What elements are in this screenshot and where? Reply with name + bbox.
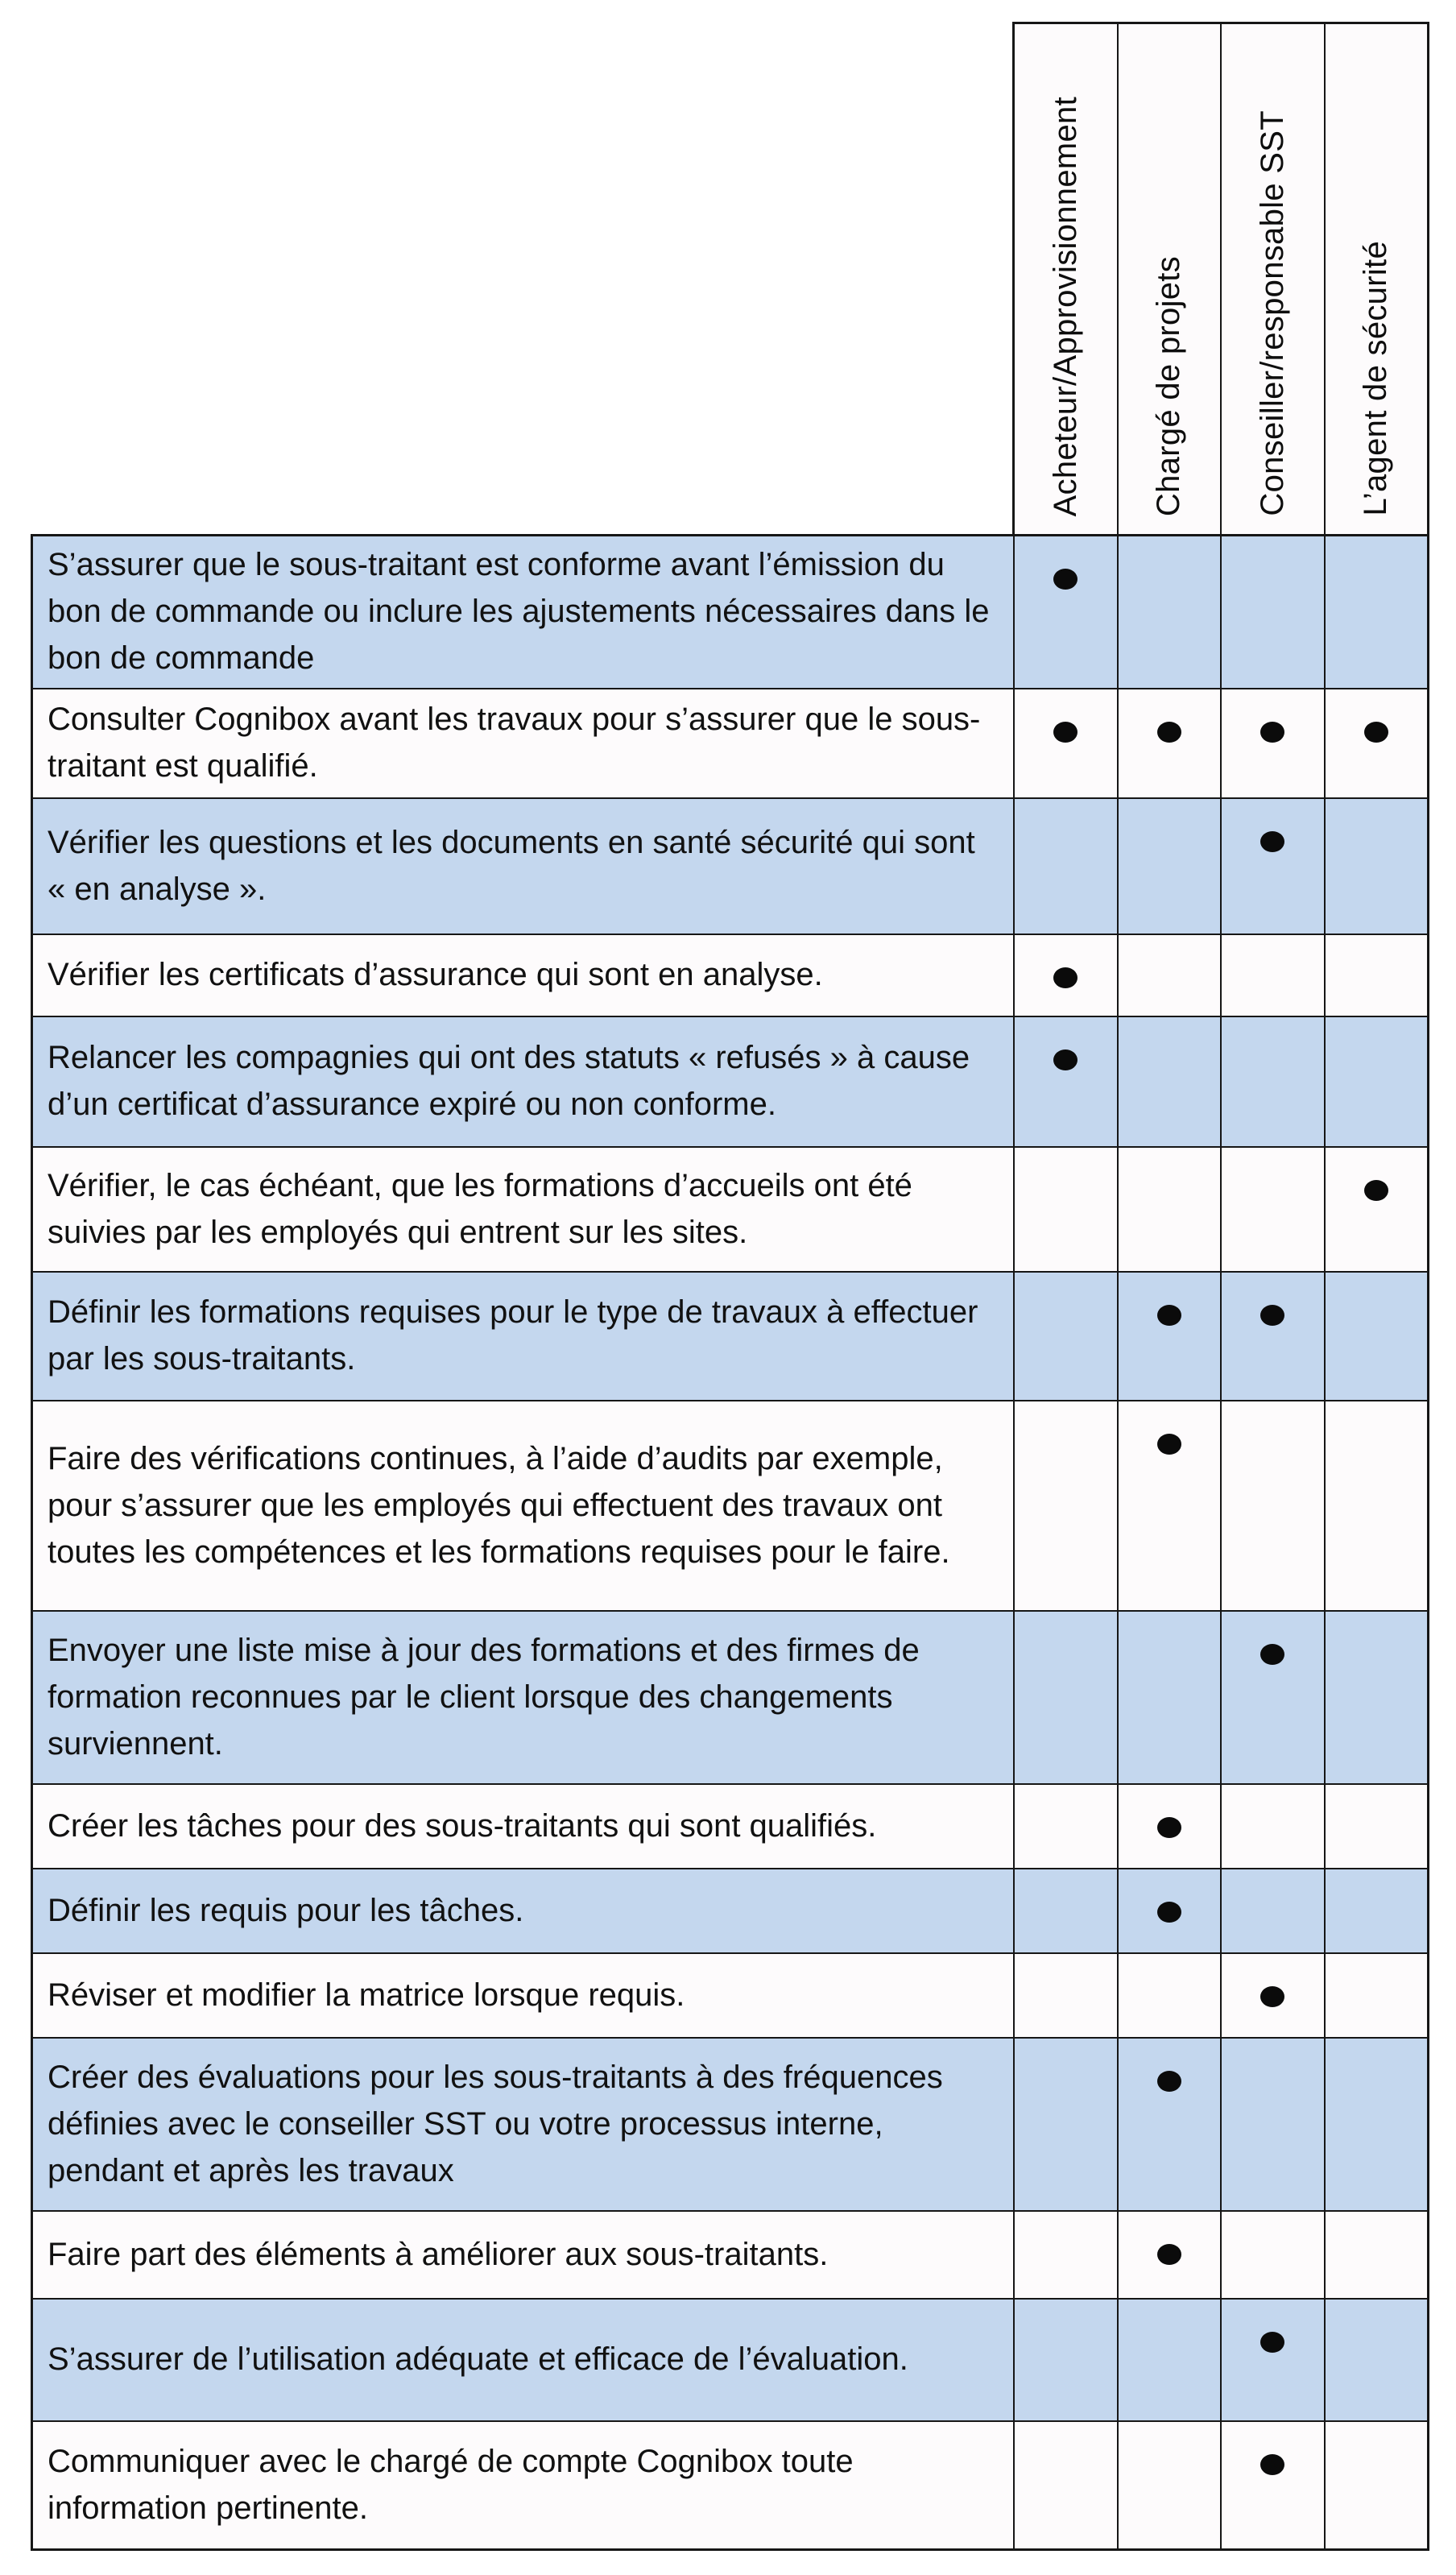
role-column-headers: [1012, 22, 1429, 534]
mark-cell-conseiller-sst: [1220, 799, 1324, 934]
bullet-dot-icon: [1157, 722, 1181, 743]
mark-cell-conseiller-sst: [1220, 1785, 1324, 1868]
task-text: Créer les tâches pour des sous-traitants qui sont qualifiés.: [48, 1807, 877, 1844]
column-header-label: Conseiller/responsable SST: [1254, 110, 1290, 516]
mark-cell-conseiller-sst: [1220, 2300, 1324, 2420]
mark-cell-conseiller-sst: [1220, 2039, 1324, 2210]
mark-cell-agent-securite: [1324, 2300, 1428, 2420]
mark-cell-charge-de-projets: [1117, 2300, 1221, 2420]
bullet-dot-icon: [1260, 1305, 1284, 1326]
task-text: Vérifier, le cas échéant, que les formations d’accueils ont été suivies par les employés qui entrent sur les sites.: [48, 1167, 912, 1250]
bullet-dot-icon: [1053, 1049, 1078, 1070]
bullet-dot-icon: [1260, 1644, 1284, 1665]
mark-cell-acheteur: [1015, 799, 1117, 934]
table-row: [33, 797, 1427, 934]
bullet-dot-icon: [1364, 1180, 1388, 1201]
mark-cell-conseiller-sst: [1220, 935, 1324, 1016]
mark-cell-agent-securite: [1324, 2212, 1428, 2298]
mark-cell-conseiller-sst: [1220, 1017, 1324, 1146]
mark-cell-charge-de-projets: [1117, 799, 1221, 934]
task-cell: [33, 536, 1015, 688]
mark-cell-agent-securite: [1324, 2039, 1428, 2210]
task-cell: [33, 2422, 1015, 2548]
mark-cell-charge-de-projets: [1117, 1612, 1221, 1783]
task-cell: [33, 1148, 1015, 1271]
mark-cell-conseiller-sst: [1220, 1273, 1324, 1400]
mark-cell-charge-de-projets: [1117, 2039, 1221, 2210]
task-cell: [33, 1612, 1015, 1783]
table-row: [33, 688, 1427, 797]
column-header-conseiller-responsable-sst: [1220, 24, 1324, 534]
mark-cell-acheteur: [1015, 689, 1117, 797]
mark-cell-charge-de-projets: [1117, 536, 1221, 688]
mark-cell-acheteur: [1015, 536, 1117, 688]
mark-cell-conseiller-sst: [1220, 2422, 1324, 2548]
mark-cell-agent-securite: [1324, 689, 1428, 797]
mark-cell-agent-securite: [1324, 1612, 1428, 1783]
table-row: [33, 1146, 1427, 1271]
bullet-dot-icon: [1260, 831, 1284, 852]
column-header-charge-de-projets: [1117, 24, 1221, 534]
task-text: Définir les formations requises pour le type de travaux à effectuer par les sous-traitants.: [48, 1294, 978, 1377]
mark-cell-charge-de-projets: [1117, 689, 1221, 797]
mark-cell-acheteur: [1015, 2039, 1117, 2210]
task-text: Communiquer avec le chargé de compte Cognibox toute information pertinente.: [48, 2443, 854, 2526]
column-header-label: L’agent de sécurité: [1358, 241, 1394, 516]
task-text: Définir les requis pour les tâches.: [48, 1892, 524, 1928]
task-cell: [33, 689, 1015, 797]
mark-cell-conseiller-sst: [1220, 1954, 1324, 2037]
mark-cell-charge-de-projets: [1117, 1785, 1221, 1868]
mark-cell-charge-de-projets: [1117, 1148, 1221, 1271]
table-header: [31, 22, 1429, 534]
table-row: [33, 2037, 1427, 2210]
bullet-dot-icon: [1157, 1902, 1181, 1923]
mark-cell-charge-de-projets: [1117, 1273, 1221, 1400]
task-text: Créer des évaluations pour les sous-traitants à des fréquences définies avec le conseiller SST ou votre processus interne, pendant et après les travaux: [48, 2059, 943, 2188]
bullet-dot-icon: [1053, 569, 1078, 590]
table-row: [33, 1868, 1427, 1952]
task-text: S’assurer de l’utilisation adéquate et efficace de l’évaluation.: [48, 2341, 908, 2377]
mark-cell-conseiller-sst: [1220, 2212, 1324, 2298]
bullet-dot-icon: [1053, 967, 1078, 988]
table-row: [33, 536, 1427, 688]
column-header-label: Acheteur/Approvisionnement: [1047, 96, 1083, 516]
column-header-acheteur-approvisionnement: [1015, 24, 1117, 534]
mark-cell-agent-securite: [1324, 1148, 1428, 1271]
task-cell: [33, 1954, 1015, 2037]
mark-cell-charge-de-projets: [1117, 1017, 1221, 1146]
table-row: [33, 1400, 1427, 1610]
column-header-agent-de-securite: [1324, 24, 1428, 534]
mark-cell-agent-securite: [1324, 1273, 1428, 1400]
task-cell: [33, 2039, 1015, 2210]
task-text: Envoyer une liste mise à jour des formations et des firmes de formation reconnues par le client lorsque des changements surviennent.: [48, 1632, 920, 1762]
mark-cell-acheteur: [1015, 1954, 1117, 2037]
mark-cell-acheteur: [1015, 935, 1117, 1016]
task-text: Vérifier les certificats d’assurance qui sont en analyse.: [48, 957, 823, 992]
mark-cell-agent-securite: [1324, 799, 1428, 934]
task-text: Faire des vérifications continues, à l’aide d’audits par exemple, pour s’assurer que les employés qui effectuent des travaux ont toutes les compétences et les formations requises pour le faire.: [48, 1440, 950, 1570]
mark-cell-acheteur: [1015, 1148, 1117, 1271]
bullet-dot-icon: [1157, 2244, 1181, 2265]
mark-cell-conseiller-sst: [1220, 1612, 1324, 1783]
table-row: [33, 1610, 1427, 1783]
mark-cell-agent-securite: [1324, 1401, 1428, 1610]
task-text: S’assurer que le sous-traitant est conforme avant l’émission du bon de commande ou inclure les ajustements nécessaires dans le bon de commande: [48, 547, 990, 676]
task-cell: [33, 1273, 1015, 1400]
mark-cell-acheteur: [1015, 1017, 1117, 1146]
mark-cell-charge-de-projets: [1117, 2422, 1221, 2548]
bullet-dot-icon: [1157, 1817, 1181, 1838]
mark-cell-acheteur: [1015, 2212, 1117, 2298]
mark-cell-acheteur: [1015, 2300, 1117, 2420]
bullet-dot-icon: [1157, 1305, 1181, 1326]
task-cell: [33, 1785, 1015, 1868]
table-row: [33, 1016, 1427, 1146]
task-cell: [33, 2212, 1015, 2298]
table-row: [33, 2298, 1427, 2420]
bullet-dot-icon: [1260, 1986, 1284, 2007]
table-row: [33, 2420, 1427, 2548]
bullet-dot-icon: [1260, 722, 1284, 743]
mark-cell-acheteur: [1015, 2422, 1117, 2548]
mark-cell-conseiller-sst: [1220, 1869, 1324, 1952]
bullet-dot-icon: [1053, 722, 1078, 743]
task-text: Consulter Cognibox avant les travaux pour s’assurer que le sous-traitant est qualifié.: [48, 702, 981, 784]
mark-cell-acheteur: [1015, 1273, 1117, 1400]
table-row: [33, 934, 1427, 1016]
task-cell: [33, 799, 1015, 934]
mark-cell-charge-de-projets: [1117, 1954, 1221, 2037]
mark-cell-conseiller-sst: [1220, 536, 1324, 688]
mark-cell-acheteur: [1015, 1785, 1117, 1868]
bullet-dot-icon: [1260, 2332, 1284, 2353]
task-cell: [33, 1869, 1015, 1952]
task-cell: [33, 1401, 1015, 1610]
bullet-dot-icon: [1157, 1434, 1181, 1455]
mark-cell-acheteur: [1015, 1612, 1117, 1783]
responsibility-matrix-table: [31, 22, 1429, 2551]
mark-cell-agent-securite: [1324, 1017, 1428, 1146]
task-cell: [33, 935, 1015, 1016]
task-text: Vérifier les questions et les documents en santé sécurité qui sont « en analyse ».: [48, 824, 975, 907]
column-header-label: Chargé de projets: [1151, 255, 1187, 516]
table-row: [33, 1783, 1427, 1868]
mark-cell-agent-securite: [1324, 536, 1428, 688]
mark-cell-charge-de-projets: [1117, 2212, 1221, 2298]
task-text: Réviser et modifier la matrice lorsque requis.: [48, 1977, 685, 2013]
mark-cell-agent-securite: [1324, 1869, 1428, 1952]
task-text: Relancer les compagnies qui ont des statuts « refusés » à cause d’un certificat d’assurance expiré ou non conforme.: [48, 1040, 970, 1122]
mark-cell-agent-securite: [1324, 1785, 1428, 1868]
table-row: [33, 1952, 1427, 2037]
bullet-dot-icon: [1157, 2071, 1181, 2092]
mark-cell-conseiller-sst: [1220, 1148, 1324, 1271]
mark-cell-charge-de-projets: [1117, 1869, 1221, 1952]
task-text: Faire part des éléments à améliorer aux sous-traitants.: [48, 2236, 829, 2272]
task-cell: [33, 1017, 1015, 1146]
mark-cell-conseiller-sst: [1220, 1401, 1324, 1610]
mark-cell-acheteur: [1015, 1869, 1117, 1952]
mark-cell-agent-securite: [1324, 2422, 1428, 2548]
mark-cell-acheteur: [1015, 1401, 1117, 1610]
mark-cell-agent-securite: [1324, 1954, 1428, 2037]
table-row: [33, 1271, 1427, 1400]
bullet-dot-icon: [1260, 2454, 1284, 2475]
mark-cell-charge-de-projets: [1117, 935, 1221, 1016]
task-cell: [33, 2300, 1015, 2420]
table-body: [31, 534, 1429, 2551]
mark-cell-conseiller-sst: [1220, 689, 1324, 797]
bullet-dot-icon: [1364, 722, 1388, 743]
table-row: [33, 2210, 1427, 2298]
mark-cell-charge-de-projets: [1117, 1401, 1221, 1610]
mark-cell-agent-securite: [1324, 935, 1428, 1016]
